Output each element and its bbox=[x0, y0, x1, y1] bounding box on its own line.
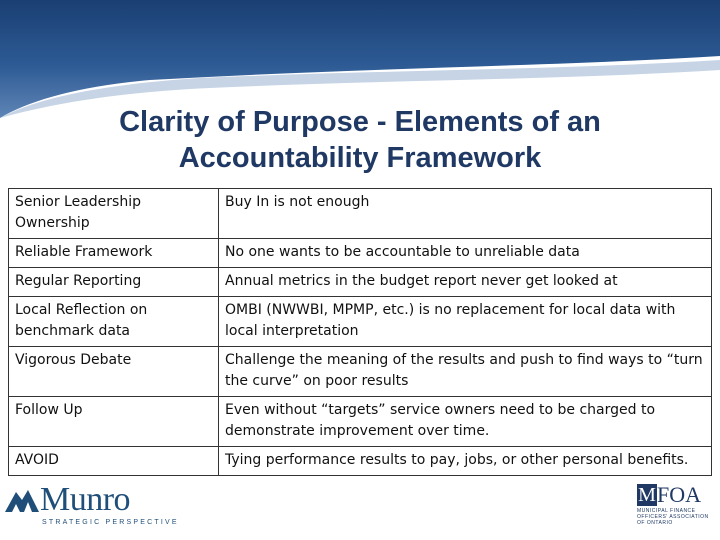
element-cell: AVOID bbox=[9, 447, 219, 476]
munro-name: Munro bbox=[40, 481, 131, 518]
element-cell: Follow Up bbox=[9, 397, 219, 447]
table-row bbox=[9, 397, 712, 447]
element-cell: Local Reflection on benchmark data bbox=[9, 297, 219, 347]
description-cell: Annual metrics in the budget report never get looked at bbox=[219, 268, 712, 297]
table-row bbox=[9, 189, 712, 239]
table-row bbox=[9, 297, 712, 347]
table-row bbox=[9, 347, 712, 397]
element-cell: Reliable Framework bbox=[9, 239, 219, 268]
accountability-table bbox=[8, 188, 712, 476]
element-cell: Regular Reporting bbox=[9, 268, 219, 297]
table-row bbox=[9, 447, 712, 476]
header-band bbox=[0, 0, 720, 118]
element-cell: Vigorous Debate bbox=[9, 347, 219, 397]
description-cell: Challenge the meaning of the results and push to find ways to “turn the curve” on poor results bbox=[219, 347, 712, 397]
element-cell: Senior Leadership Ownership bbox=[9, 189, 219, 239]
description-cell: Even without “targets” service owners need to be charged to demonstrate improvement over time. bbox=[219, 397, 712, 447]
mfoa-subtitle: MUNICIPAL FINANCE OFFICERS' ASSOCIATION OF ONTARIO bbox=[637, 508, 709, 526]
munro-tagline: STRATEGIC PERSPECTIVE bbox=[42, 519, 179, 526]
munro-mountain-icon bbox=[4, 484, 40, 514]
description-cell: OMBI (NWWBI, MPMP, etc.) is no replacement for local data with local interpretation bbox=[219, 297, 712, 347]
mfoa-name: FOA bbox=[657, 482, 702, 507]
description-cell: No one wants to be accountable to unreliable data bbox=[219, 239, 712, 268]
mfoa-initial: M bbox=[638, 484, 656, 506]
slide-title: Clarity of Purpose - Elements of an Accountability Framework bbox=[119, 106, 601, 174]
description-cell: Buy In is not enough bbox=[219, 189, 712, 239]
table-row bbox=[9, 268, 712, 297]
table-row bbox=[9, 239, 712, 268]
description-cell: Tying performance results to pay, jobs, or other personal benefits. bbox=[219, 447, 712, 476]
header-swoosh bbox=[0, 0, 720, 118]
